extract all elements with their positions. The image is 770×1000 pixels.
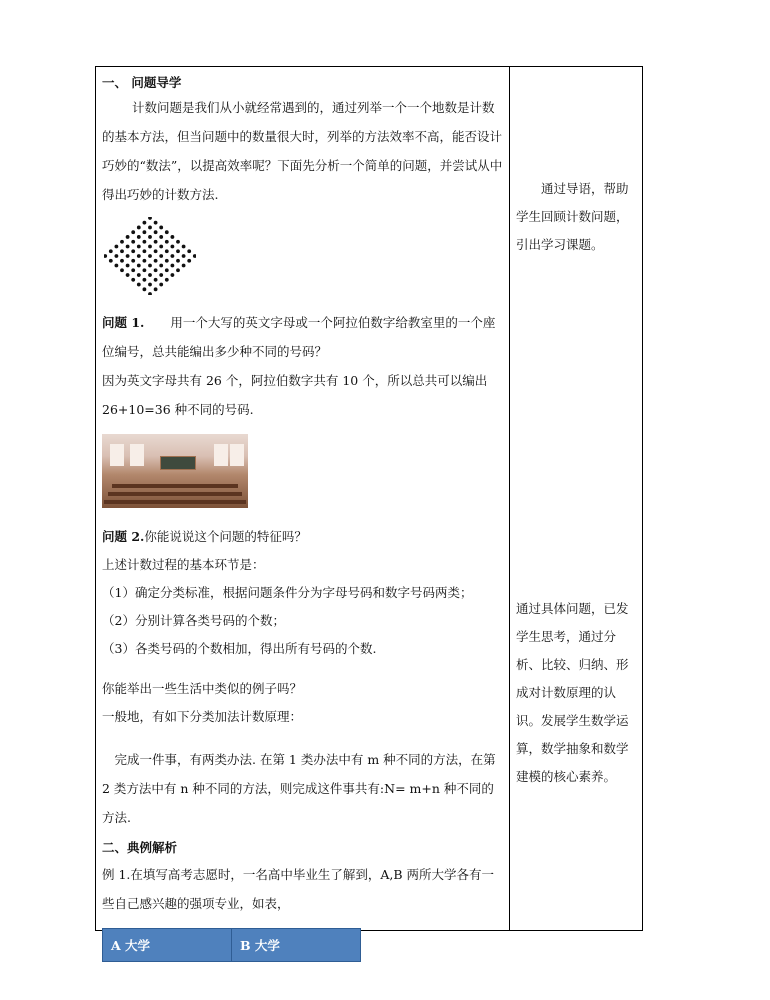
lattice-dot [137,264,141,268]
lattice-dot [182,254,186,258]
lattice-dot [159,273,163,277]
lattice-dot [137,235,141,239]
lattice-dot [143,249,147,253]
lattice-dot [154,259,158,263]
section2-heading: 二、典例解析 [102,840,178,855]
lattice-dot [126,254,130,258]
lattice-dot [187,249,191,253]
lattice-dot [187,259,191,263]
intro-paragraph: 计数问题是我们从小就经常遇到的，通过列举一个一个地数是计数的基本方法，但当问题中的数量很大时，列举的方法效率不高，能否设计巧妙的“数法”，以提高效率呢？下面先分析一个简单的问题，并尝试从中得出巧妙的计数方法. [102,100,503,202]
lattice-dot [154,287,158,291]
classroom-image [102,434,248,508]
principle-text: 完成一件事，有两类办法. 在第 1 类办法中有 m 种不同的方法，在第 2 类方法中有 n 种不同的方法，则完成这件事共有:N= m+n 种不同的方法. [102,752,496,825]
lattice-dot [137,245,141,249]
lattice-dot [193,254,196,258]
lattice-dot [148,273,152,277]
lattice-dot [165,259,169,263]
lattice-dot [104,254,107,258]
lattice-dot [120,259,124,263]
lattice-dot [148,264,152,268]
lattice-dot [159,235,163,239]
step-1: （1）确定分类标准，根据问题条件分为字母号码和数字号码两类； [102,585,473,600]
lattice-dot [115,245,119,249]
lattice-dot [137,226,141,230]
lattice-dot [143,287,147,291]
lattice-dot [154,230,158,234]
lattice-dot [154,268,158,272]
lattice-dot [115,264,119,268]
lattice-dot [148,292,152,295]
examples-question: 你能举出一些生活中类似的例子吗？ [102,681,303,696]
lattice-dot [131,230,135,234]
step-3: （3）各类号码的个数相加，得出所有号码的个数. [102,641,377,656]
lattice-dot [120,268,124,272]
lattice-dot [148,226,152,230]
column-divider [509,67,510,930]
lattice-dot [154,240,158,244]
lattice-dot [120,240,124,244]
principle-intro: 一般地，有如下分类加法计数原理： [102,709,303,724]
lattice-dot [171,273,175,277]
lattice-dot [176,240,180,244]
problem2 [102,522,505,551]
lattice-dot [126,245,130,249]
lattice-dot [176,249,180,253]
main-column [102,73,505,962]
lattice-dot [148,283,152,287]
lattice-dot [137,273,141,277]
lattice-dot [143,268,147,272]
lattice-dot [159,226,163,230]
lattice-dot [137,283,141,287]
lattice-dot [143,230,147,234]
lattice-dot [115,254,119,258]
lattice-dot [126,264,130,268]
problem2-text: 你能说说这个问题的特征吗？ [144,529,307,544]
lattice-dot [131,268,135,272]
lattice-dot [109,249,113,253]
lattice-dot [165,240,169,244]
lattice-dot [159,264,163,268]
table-header-a: A 大学 [103,929,232,962]
lattice-dot [131,278,135,282]
lattice-dot [165,230,169,234]
lattice-dot [143,278,147,282]
dot-diamond-figure [104,217,196,295]
lattice-dot [131,259,135,263]
lattice-dot [165,278,169,282]
side-note-1: 通过导语，帮助学生回顾计数问题，引出学习课题。 [516,181,629,252]
problem2-label: 问题 2. [102,529,145,544]
lattice-dot [182,245,186,249]
lattice-dot [159,254,163,258]
lattice-dot [171,254,175,258]
lattice-dot [143,221,147,225]
lattice-dot [126,273,130,277]
lattice-dot [143,240,147,244]
lattice-dot [154,278,158,282]
lattice-dot [131,249,135,253]
steps-intro: 上述计数过程的基本环节是： [102,557,265,572]
lesson-table [95,66,643,953]
example1-text: 例 1.在填写高考志愿时，一名高中毕业生了解到，A,B 两所大学各有一些自己感兴趣的强项专业，如表， [102,867,495,911]
lattice-dot [165,249,169,253]
lattice-dot [171,235,175,239]
lattice-dot [159,245,163,249]
lattice-dot [176,259,180,263]
university-table [102,928,361,962]
lattice-dot [120,249,124,253]
problem1-text: 用一个大写的英文字母或一个阿拉伯数字给教室里的一个座位编号，总共能编出多少种不同的号码？ [102,315,496,359]
lattice-dot [148,217,152,220]
problem1 [102,308,505,366]
lattice-dot [148,254,152,258]
table-header-b: B 大学 [232,929,361,962]
side-note-2: 通过具体问题，已发学生思考，通过分析、比较、归纳、形成对计数原理的认识。发展学生数学运算，数学抽象和数学建模的核心素养。 [516,601,629,784]
section1-heading: 一、 问题导学 [102,75,182,90]
lattice-dot [148,245,152,249]
lattice-dot [109,259,113,263]
lattice-dot [137,254,141,258]
step-2: （2）分别计算各类号码的个数； [102,613,285,628]
lattice-dot [165,268,169,272]
lattice-dot [148,235,152,239]
lattice-dot [171,264,175,268]
lattice-dot [143,259,147,263]
lattice-dot [182,264,186,268]
lattice-dot [154,249,158,253]
lattice-dot [176,268,180,272]
problem1-label: 问题 1. [102,315,145,330]
lattice-dot [131,240,135,244]
lattice-dot [154,221,158,225]
lattice-dot [159,283,163,287]
lattice-dot [171,245,175,249]
lattice-dot [126,235,130,239]
problem1-answer: 因为英文字母共有 26 个，阿拉伯数字共有 10 个，所以总共可以编出 26+10=36 种不同的号码. [102,373,488,417]
